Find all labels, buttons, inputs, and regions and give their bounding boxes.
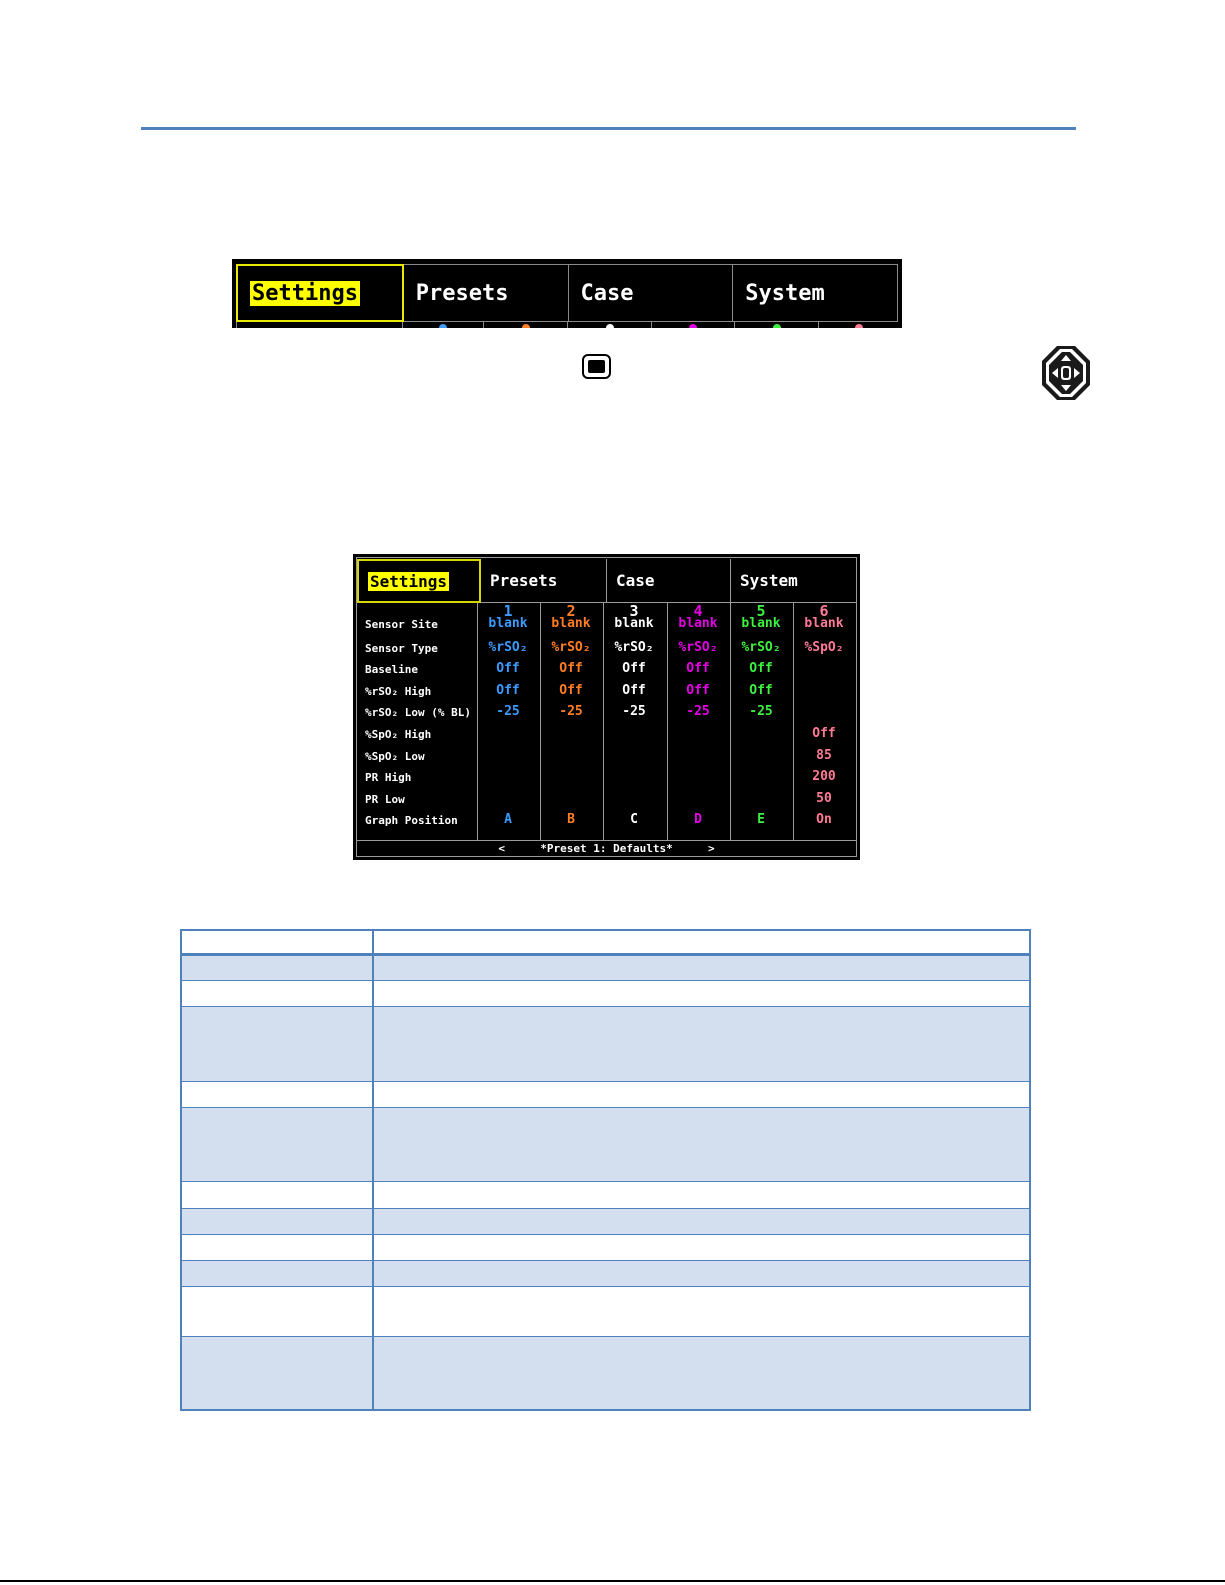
table-cell [374, 1182, 1029, 1208]
table-row [182, 1107, 1029, 1181]
sensor-type-value[interactable]: %rSO₂ [614, 640, 654, 655]
tab-label: Presets [490, 571, 558, 590]
pr-high-value[interactable]: 200 [812, 769, 836, 784]
row-label-spo2-high: %SpO₂ High [365, 728, 432, 741]
rso2-low-value[interactable]: -25 [749, 704, 773, 719]
tab-label: Settings [370, 571, 448, 591]
table-cell [182, 1007, 374, 1081]
baseline-value[interactable]: Off [559, 661, 583, 676]
baseline-value[interactable]: Off [686, 661, 710, 676]
row-label-pr-high: PR High [365, 771, 412, 784]
table-cell [374, 1261, 1029, 1286]
graph-position-value[interactable]: D [694, 812, 702, 827]
footer-rule [0, 1580, 1225, 1582]
channel-dot [855, 324, 863, 328]
channel-dot [522, 324, 530, 328]
table-row [182, 1260, 1029, 1286]
label-column-stub [236, 322, 402, 328]
preset-selector [357, 841, 856, 856]
table-row [182, 1006, 1029, 1081]
row-label-sensor-site: Sensor Site [365, 618, 438, 631]
rso2-low-value[interactable]: -25 [496, 704, 520, 719]
next-preset-arrow[interactable]: > [707, 842, 715, 855]
table-cell [182, 1337, 374, 1409]
channel-number: 3 [629, 602, 639, 620]
tab-system[interactable] [731, 559, 856, 603]
table-row [182, 1208, 1029, 1234]
sensor-type-value[interactable]: %SpO₂ [804, 640, 844, 655]
table-row [182, 1286, 1029, 1336]
row-label-spo2-low: %SpO₂ Low [365, 750, 425, 763]
row-label-graph-position: Graph Position [365, 814, 458, 827]
table-row [182, 980, 1029, 1006]
settings-screen [353, 554, 860, 860]
channel-dot [439, 324, 447, 328]
sensor-site-value[interactable]: blank [741, 616, 781, 631]
graph-position-value[interactable]: B [567, 812, 575, 827]
channel-stub [483, 322, 567, 328]
tab-strip-channel-row [236, 322, 898, 328]
rso2-high-value[interactable]: Off [496, 683, 520, 698]
pr-low-value[interactable]: 50 [816, 791, 832, 806]
sensor-site-value[interactable]: blank [678, 616, 718, 631]
table-cell [374, 1209, 1029, 1234]
sensor-site-value[interactable]: blank [488, 616, 528, 631]
table-cell [182, 1209, 374, 1234]
row-label-rso2-high: %rSO₂ High [365, 685, 432, 698]
tab-system-preview[interactable] [733, 264, 898, 322]
channel-dot [773, 324, 781, 328]
sensor-type-value[interactable]: %rSO₂ [551, 640, 591, 655]
sensor-site-value[interactable]: blank [804, 616, 844, 631]
table-cell [182, 981, 374, 1006]
rso2-low-value[interactable]: -25 [559, 704, 583, 719]
preset-name: *Preset 1: Defaults* [540, 842, 673, 855]
table-cell [374, 1287, 1029, 1336]
tab-case[interactable] [607, 559, 731, 603]
tab-settings-preview[interactable] [236, 264, 404, 322]
header-rule [141, 127, 1076, 130]
channel-stub [734, 322, 818, 328]
sensor-type-value[interactable]: %rSO₂ [741, 640, 781, 655]
column-divider [540, 603, 541, 840]
tab-label: Case [616, 571, 655, 590]
table-cell [182, 1108, 374, 1181]
table-cell [374, 1108, 1029, 1181]
table-header-row [182, 931, 1029, 955]
channel-stub [567, 322, 651, 328]
channel-number: 5 [756, 602, 766, 620]
table-cell [374, 1337, 1029, 1409]
description-table [180, 929, 1031, 1411]
table-row [182, 1336, 1029, 1409]
channel-dot [606, 324, 614, 328]
tab-settings[interactable] [357, 559, 481, 603]
table-cell [374, 981, 1029, 1006]
table-cell [182, 1261, 374, 1286]
graph-position-value[interactable]: E [757, 812, 765, 827]
table-cell [374, 1007, 1029, 1081]
table-cell [374, 956, 1029, 980]
table-row [182, 955, 1029, 980]
sensor-site-value[interactable]: blank [551, 616, 591, 631]
graph-position-value[interactable]: C [630, 812, 638, 827]
rso2-high-value[interactable]: Off [686, 683, 710, 698]
menu-button-icon [582, 354, 611, 379]
rso2-low-value[interactable]: -25 [686, 704, 710, 719]
directional-pad-icon [1040, 344, 1092, 402]
table-cell [182, 1082, 374, 1107]
channel-number: 4 [693, 602, 703, 620]
column-divider [730, 603, 731, 840]
channel-number: 1 [503, 602, 513, 620]
column-divider [667, 603, 668, 840]
tab-label: System [740, 571, 798, 590]
tab-strip-preview [232, 259, 902, 328]
sensor-site-value[interactable]: blank [614, 616, 654, 631]
baseline-value[interactable]: Off [622, 661, 646, 676]
row-label-rso2-low: %rSO₂ Low (% BL) [365, 706, 471, 719]
table-cell [182, 956, 374, 980]
row-label-sensor-type: Sensor Type [365, 642, 438, 655]
tab-label: Settings [252, 280, 358, 306]
channel-stub [818, 322, 898, 328]
baseline-value[interactable]: Off [496, 661, 520, 676]
channel-number: 6 [819, 602, 829, 620]
column-divider [477, 603, 478, 840]
rso2-high-value[interactable]: Off [749, 683, 773, 698]
sensor-type-value[interactable]: %rSO₂ [678, 640, 718, 655]
tab-presets-preview[interactable] [404, 264, 569, 322]
table-cell [182, 1235, 374, 1260]
sensor-type-value[interactable]: %rSO₂ [488, 640, 528, 655]
table-cell [374, 931, 1029, 953]
tab-presets[interactable] [481, 559, 607, 603]
tab-case-preview[interactable] [569, 264, 734, 322]
rso2-high-value[interactable]: Off [622, 683, 646, 698]
row-label-pr-low: PR Low [365, 793, 405, 806]
tab-label: System [745, 280, 825, 306]
graph-position-value[interactable]: A [504, 812, 512, 827]
spo2-high-value[interactable]: Off [812, 726, 836, 741]
baseline-value[interactable]: Off [749, 661, 773, 676]
channel-number: 2 [566, 602, 576, 620]
table-cell [182, 1182, 374, 1208]
spo2-low-value[interactable]: 85 [816, 748, 832, 763]
tab-label: Case [580, 280, 634, 306]
table-row [182, 1234, 1029, 1260]
rso2-low-value[interactable]: -25 [622, 704, 646, 719]
table-cell [374, 1235, 1029, 1260]
channel-dot [689, 324, 697, 328]
table-row [182, 1181, 1029, 1208]
table-cell [374, 1082, 1029, 1107]
prev-preset-arrow[interactable]: < [498, 842, 506, 855]
table-row [182, 1081, 1029, 1107]
column-divider [603, 603, 604, 840]
channel-stub [402, 322, 483, 328]
tab-label: Presets [415, 280, 509, 306]
rso2-high-value[interactable]: Off [559, 683, 583, 698]
channel-stub [651, 322, 734, 328]
table-cell [182, 1287, 374, 1336]
graph-position-value[interactable]: On [816, 812, 832, 827]
row-label-baseline: Baseline [365, 663, 418, 676]
table-cell [182, 931, 374, 953]
